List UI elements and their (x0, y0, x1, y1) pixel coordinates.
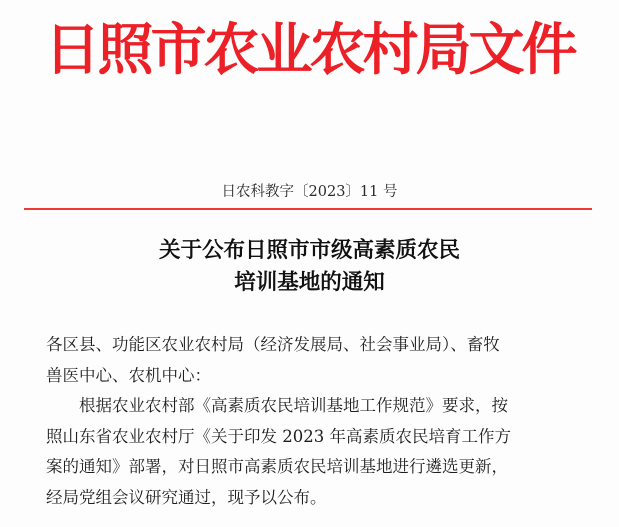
document-number: 日农科教字〔2023〕11 号 (221, 184, 398, 200)
subject-line-1: 关于公布日照市市级高素质农民 (158, 238, 460, 263)
red-divider-line (24, 208, 592, 210)
paragraph-line-2: 照山东省农业农村厅《关于印发 2023 年高素质农民培育工作方 (46, 426, 511, 446)
subject-line-2: 培训基地的通知 (234, 270, 385, 295)
recipients-line-2: 兽医中心、农机中心： (46, 365, 211, 385)
document-body (46, 330, 586, 513)
issuer-header: 日照市农业农村局文件 (44, 18, 575, 83)
document-subject (0, 235, 619, 299)
paragraph-line-4: 经局党组会议研究通过，现予以公布。 (46, 487, 327, 507)
recipients-line-1: 各区县、功能区农业农村局（经济发展局、社会事业局）、畜牧 (46, 335, 500, 354)
paragraph-line-3: 案的通知》部署，对日照市高素质农民培训基地进行遴选更新， (46, 457, 508, 476)
paragraph-line-1: 根据农业农村部《高素质农民培训基地工作规范》要求，按 (79, 396, 508, 415)
